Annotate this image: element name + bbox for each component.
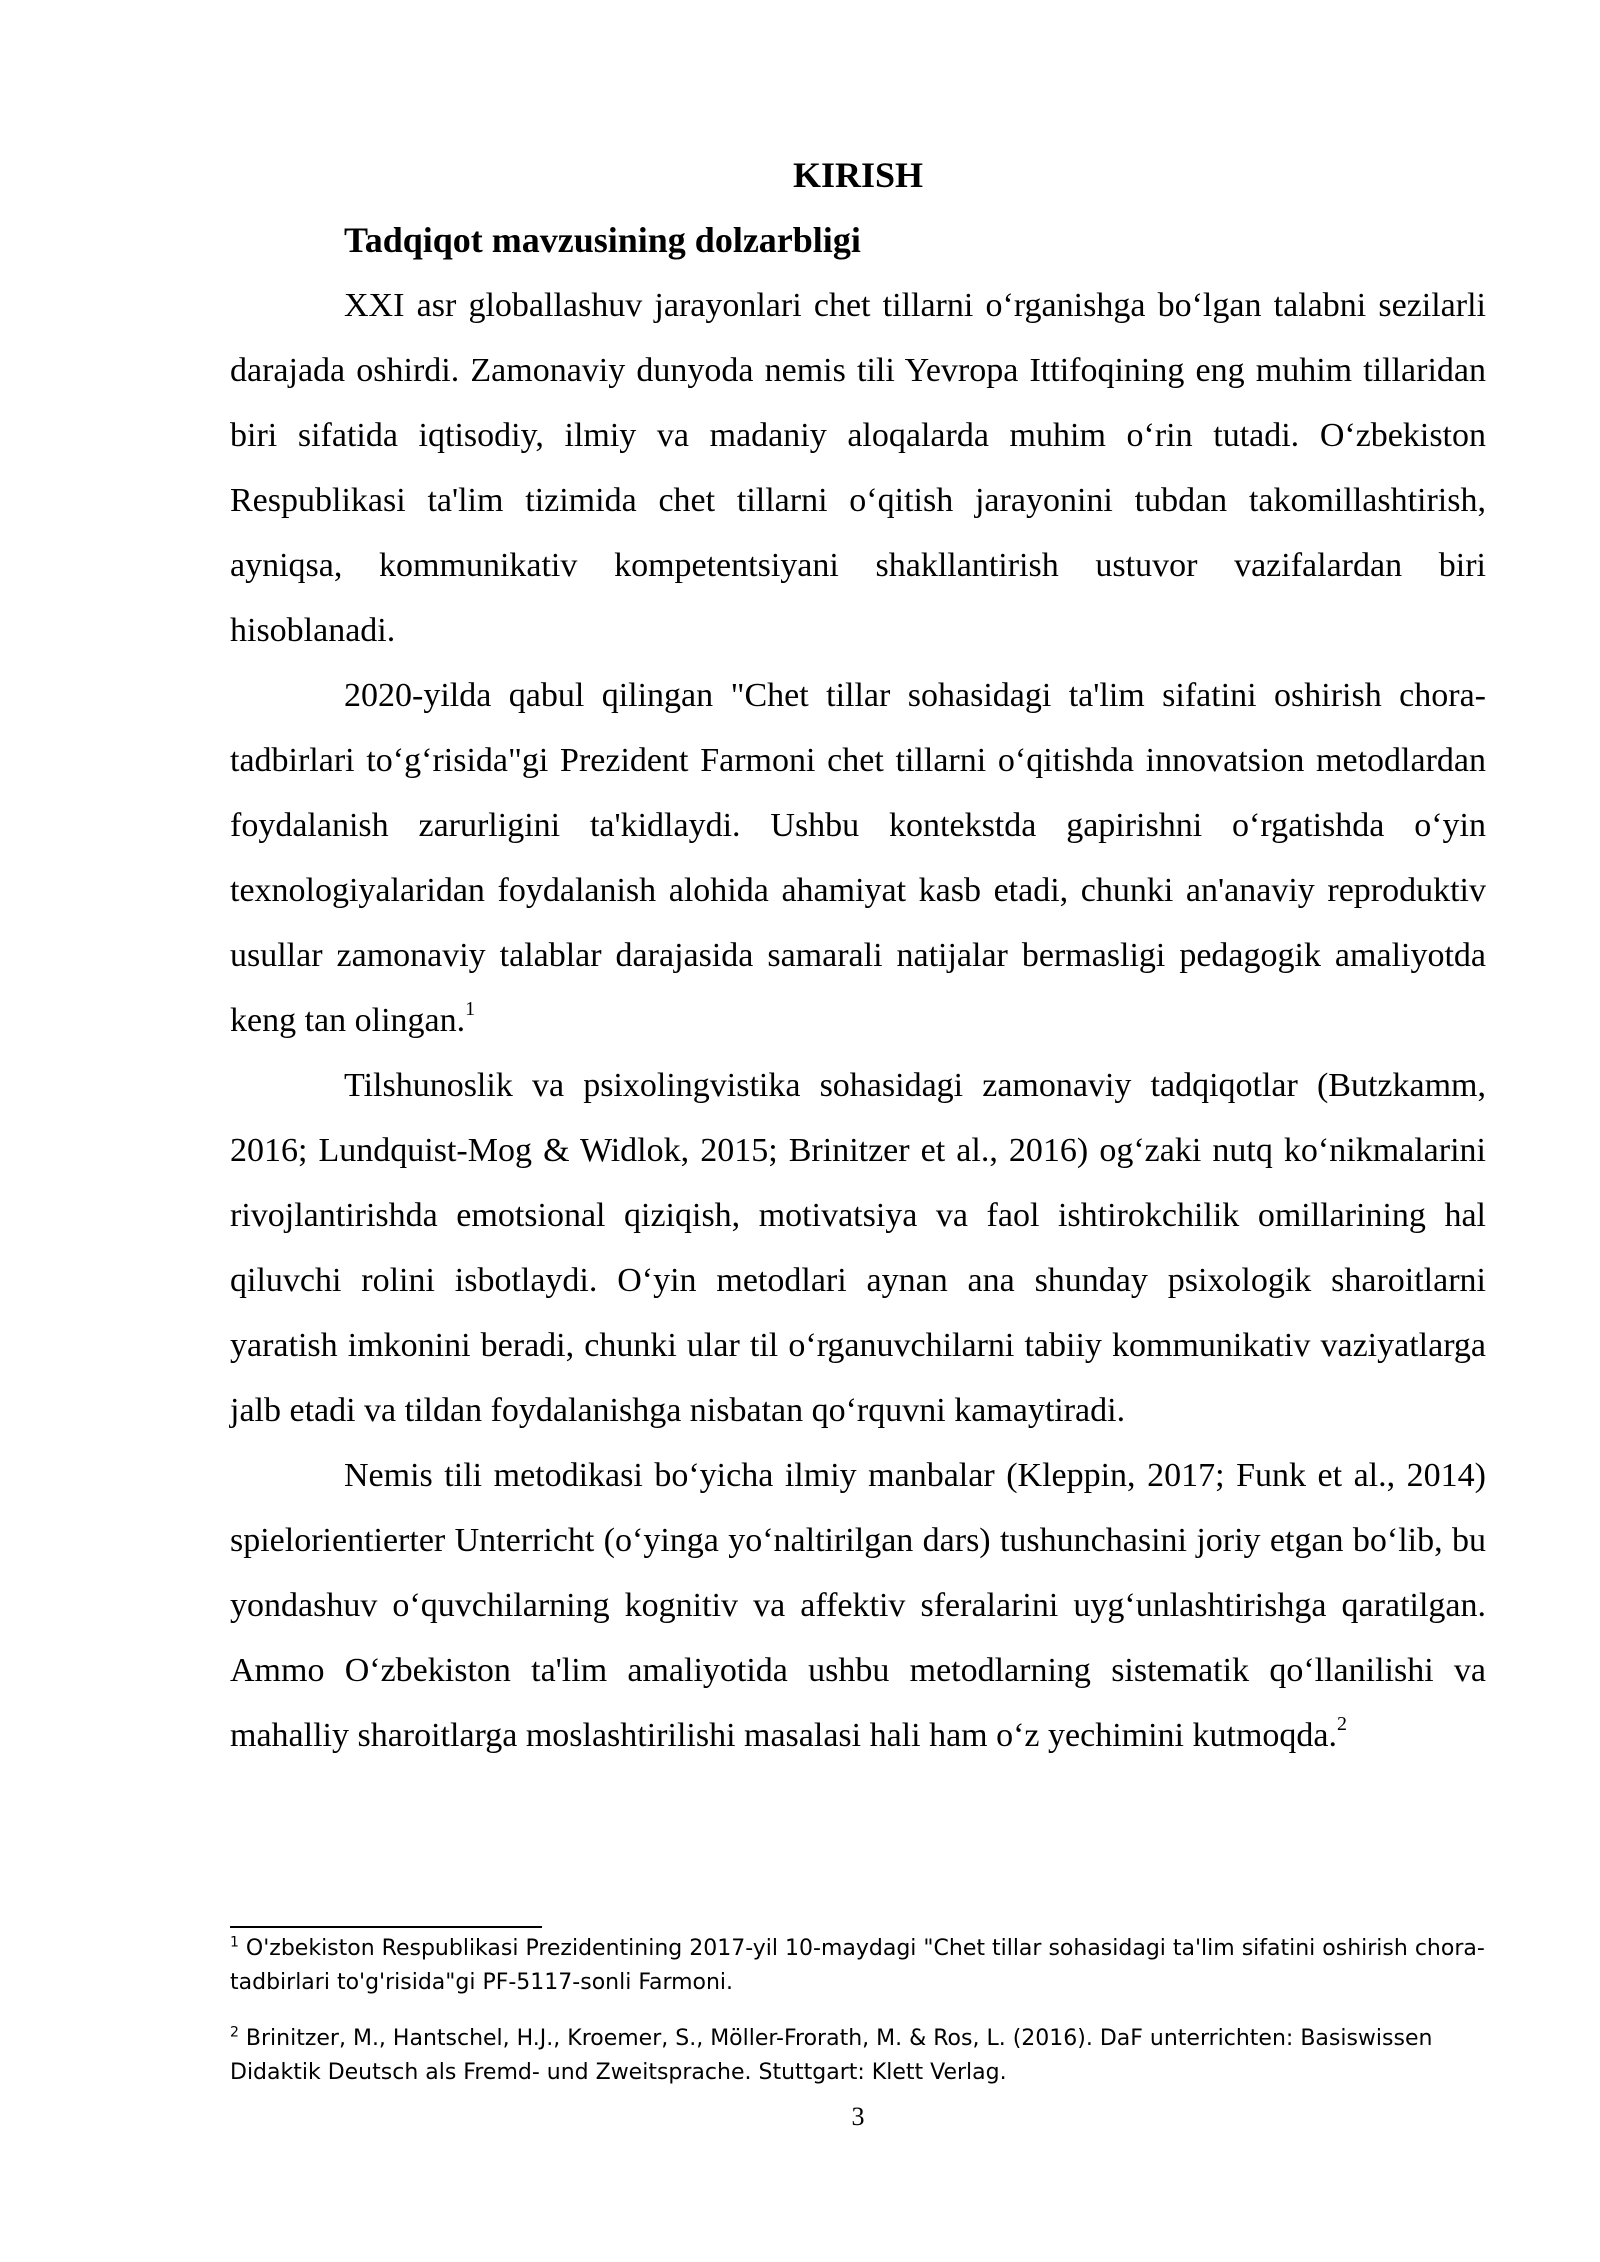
paragraph-4 bbox=[230, 1443, 1486, 1768]
footnote-separator bbox=[230, 1926, 542, 1928]
footnote-reference-1[interactable]: 1 bbox=[465, 997, 476, 1020]
paragraph-3-text: Tilshunoslik va psixolingvistika sohasidagi zamonaviy tadqiqotlar (Butzkamm, 2016; Lundquist-Mog & Widlok, 2015; Brinitzer et al., 2016) og‘zaki nutq ko‘nikmalarini rivojlantirishda emotsional qiziqish, motivatsiya va faol ishtirokchilik omillarining hal qiluvchi rolini isbotlaydi. O‘yin metodlari aynan ana shunday psixologik sharoitlarni yaratish imkonini beradi, chunki ular til o‘rganuvchilarni tabiiy kommunikativ vaziyatlarga jalb etadi va tildan foydalanishga nisbatan qo‘rquvni kamaytiradi. bbox=[230, 1067, 1486, 1429]
footnote-1-text: O'zbekiston Respublikasi Prezidentining 2017-yil 10-maydagi "Chet tillar sohasidagi ta'lim sifatini oshirish chora-tadbirlari to'g'risida"gi PF-5117-sonli Farmoni. bbox=[230, 1936, 1485, 1995]
paragraph-4-text: Nemis tili metodikasi bo‘yicha ilmiy manbalar (Kleppin, 2017; Funk et al., 2014) spielorientierter Unterricht (o‘yinga yo‘naltirilgan dars) tushunchasini joriy etgan bo‘lib, bu yondashuv o‘quvchilarning kognitiv va affektiv sferalarini uyg‘unlashtirishga qaratilgan. Ammo O‘zbekiston ta'lim amaliyotida ushbu metodlarning sistematik qo‘llanilishi va mahalliy sharoitlarga moslashtirilishi masalasi hali ham o‘z yechimini kutmoqda. bbox=[230, 1457, 1486, 1754]
paragraph-2 bbox=[230, 663, 1486, 1053]
page-heading: KIRISH bbox=[792, 155, 924, 195]
footnote-1-number: 1 bbox=[230, 1934, 239, 1951]
footnote-2 bbox=[230, 2022, 1486, 2090]
footnote-1 bbox=[230, 1932, 1486, 2000]
paragraph-1-text: XXI asr globallashuv jarayonlari chet tillarni o‘rganishga bo‘lgan talabni sezilarli darajada oshirdi. Zamonaviy dunyoda nemis tili Yevropa Ittifoqining eng muhim tillaridan biri sifatida iqtisodiy, ilmiy va madaniy aloqalarda muhim o‘rin tutadi. O‘zbekiston Respublikasi ta'lim tizimida chet tillarni o‘qitish jarayonini tubdan takomillashtirish, ayniqsa, kommunikativ kompetentsiyani shakllantirish ustuvor vazifalardan biri hisoblanadi. bbox=[230, 287, 1486, 649]
footnote-2-number: 2 bbox=[230, 2024, 239, 2041]
footnote-reference-2[interactable]: 2 bbox=[1336, 1712, 1347, 1735]
paragraph-1 bbox=[230, 273, 1486, 663]
paragraph-2-text: 2020-yilda qabul qilingan "Chet tillar sohasidagi ta'lim sifatini oshirish chora-tadbirlari to‘g‘risida"gi Prezident Farmoni chet tillarni o‘qitishda innovatsion metodlardan foydalanish zarurligini ta'kidlaydi. Ushbu kontekstda gapirishni o‘rgatishda o‘yin texnologiyalaridan foydalanish alohida ahamiyat kasb etadi, chunki an'anaviy reproduktiv usullar zamonaviy talablar darajasida samarali natijalar bermasligi pedagogik amaliyotda keng tan olingan. bbox=[230, 677, 1486, 1039]
paragraph-3 bbox=[230, 1053, 1486, 1443]
body-text bbox=[230, 273, 1486, 1768]
section-subheading: Tadqiqot mavzusining dolzarbligi bbox=[344, 220, 861, 260]
page-number: 3 bbox=[851, 2102, 865, 2131]
footnote-2-text: Brinitzer, M., Hantschel, H.J., Kroemer, S., Möller-Frorath, M. & Ros, L. (2016). DaF unterrichten: Basiswissen Didaktik Deutsch als Fremd- und Zweitsprache. Stuttgart: Klett Verlag. bbox=[230, 2026, 1433, 2085]
footnotes bbox=[230, 1932, 1486, 2112]
